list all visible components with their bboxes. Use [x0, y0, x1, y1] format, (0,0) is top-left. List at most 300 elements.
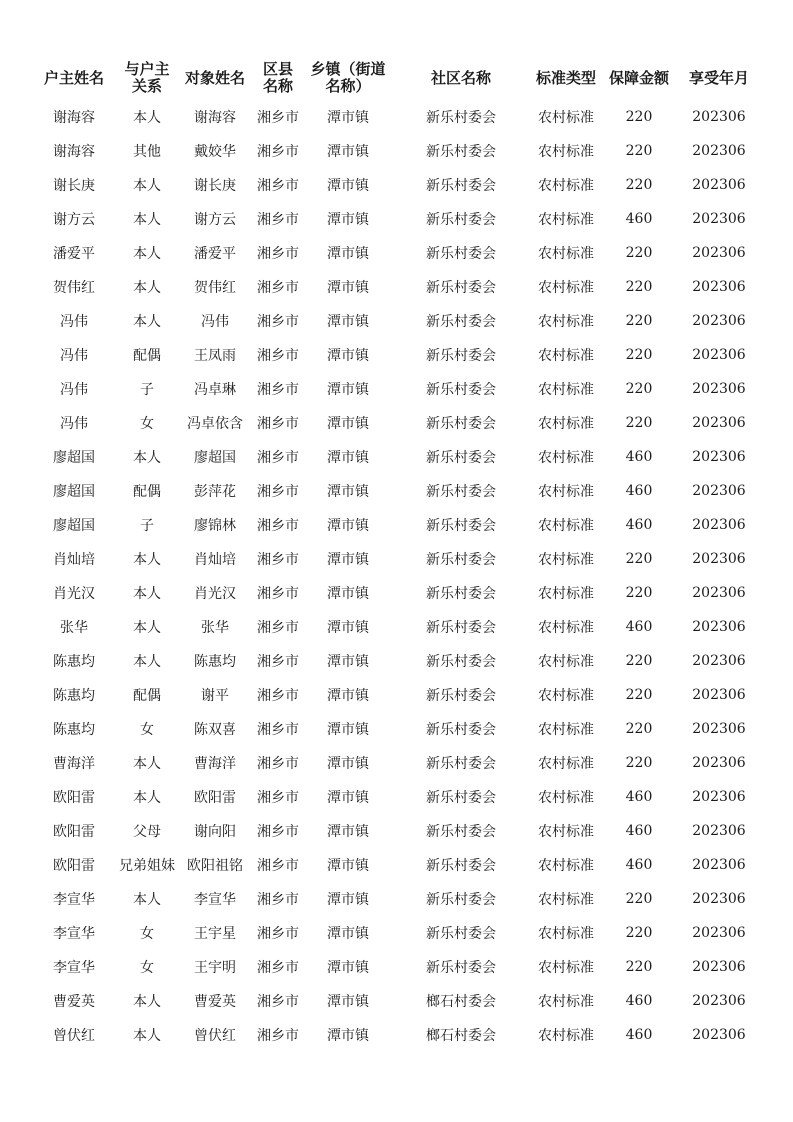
recipient-name-cell: 张华	[201, 620, 229, 636]
county-cell: 湘乡市	[257, 756, 299, 772]
household-head-cell: 李宣华	[53, 926, 95, 942]
benefit-roster-table	[32, 56, 762, 1052]
community-cell: 新乐村委会	[426, 416, 496, 432]
recipient-name-cell: 欧阳雷	[194, 790, 236, 806]
recipient-name-cell: 谢平	[201, 688, 229, 704]
amount-cell: 220	[625, 755, 653, 771]
benefit-month-header	[676, 56, 762, 100]
standard-type-header	[530, 56, 602, 100]
amount-cell: 220	[625, 959, 653, 975]
household-head-cell: 陈惠均	[53, 688, 95, 704]
standard-type-cell: 农村标准	[538, 178, 594, 194]
household-head-cell: 曾伏红	[53, 1028, 95, 1044]
month-cell: 202306	[692, 381, 746, 397]
month-cell: 202306	[692, 891, 746, 907]
township-cell: 潭市镇	[327, 620, 369, 636]
standard-type-cell: 农村标准	[538, 246, 594, 262]
header-label-line: 关系	[131, 77, 162, 95]
community-cell: 新乐村委会	[426, 552, 496, 568]
standard-type-cell: 农村标准	[538, 586, 594, 602]
recipient-name-cell: 王宇星	[194, 926, 236, 942]
table-row	[32, 236, 762, 270]
relation-cell: 本人	[133, 280, 161, 296]
household-head-cell: 张华	[60, 620, 88, 636]
county-cell: 湘乡市	[257, 484, 299, 500]
standard-type-cell: 农村标准	[538, 858, 594, 874]
community-cell: 新乐村委会	[426, 824, 496, 840]
amount-cell: 220	[625, 279, 653, 295]
township-cell: 潭市镇	[327, 586, 369, 602]
standard-type-cell: 农村标准	[538, 790, 594, 806]
household-head-cell: 潘爱平	[53, 246, 95, 262]
recipient-name-cell: 冯伟	[201, 314, 229, 330]
household-head-cell: 冯伟	[60, 314, 88, 330]
community-cell: 新乐村委会	[426, 246, 496, 262]
relation-cell: 父母	[133, 824, 161, 840]
recipient-name-cell: 肖灿培	[194, 552, 236, 568]
township-cell: 潭市镇	[327, 212, 369, 228]
month-cell: 202306	[692, 211, 746, 227]
community-cell: 新乐村委会	[426, 348, 496, 364]
amount-cell: 220	[625, 653, 653, 669]
relation-cell: 女	[140, 960, 154, 976]
county-cell: 湘乡市	[257, 144, 299, 160]
amount-cell: 460	[625, 993, 653, 1009]
township-cell: 潭市镇	[327, 994, 369, 1010]
county-cell: 湘乡市	[257, 348, 299, 364]
household-head-cell: 陈惠均	[53, 722, 95, 738]
community-cell: 新乐村委会	[426, 382, 496, 398]
header-label-line: 与户主	[124, 60, 170, 78]
recipient-name-cell: 冯卓依含	[187, 416, 243, 432]
household-head-cell: 曹海洋	[53, 756, 95, 772]
recipient-name-cell: 王凤雨	[194, 348, 236, 364]
community-cell: 新乐村委会	[426, 688, 496, 704]
header-label-line: 乡镇（街道	[310, 60, 386, 78]
amount-cell: 460	[625, 483, 653, 499]
month-cell: 202306	[692, 925, 746, 941]
household-head-cell: 肖光汉	[53, 586, 95, 602]
township-cell: 潭市镇	[327, 722, 369, 738]
table-row	[32, 678, 762, 712]
household-head-cell: 廖超国	[53, 450, 95, 466]
township-cell: 潭市镇	[327, 688, 369, 704]
community-cell: 新乐村委会	[426, 892, 496, 908]
recipient-name-cell: 彭萍花	[194, 484, 236, 500]
township-cell: 潭市镇	[327, 110, 369, 126]
amount-cell: 220	[625, 381, 653, 397]
recipient-name-cell: 曹海洋	[194, 756, 236, 772]
township-cell: 潭市镇	[327, 892, 369, 908]
table-row	[32, 882, 762, 916]
household-head-cell: 谢长庚	[53, 178, 95, 194]
standard-type-cell: 农村标准	[538, 212, 594, 228]
standard-type-cell: 农村标准	[538, 926, 594, 942]
community-cell: 新乐村委会	[426, 926, 496, 942]
recipient-name-cell: 谢方云	[194, 212, 236, 228]
table-row	[32, 984, 762, 1018]
household-head-cell: 冯伟	[60, 382, 88, 398]
amount-cell: 220	[625, 551, 653, 567]
standard-type-cell: 农村标准	[538, 654, 594, 670]
relation-to-head-header	[116, 56, 178, 100]
township-cell: 潭市镇	[327, 178, 369, 194]
standard-type-cell: 农村标准	[538, 892, 594, 908]
community-name-header	[392, 56, 530, 100]
county-cell: 湘乡市	[257, 416, 299, 432]
community-cell: 榔石村委会	[426, 1028, 496, 1044]
relation-cell: 配偶	[133, 348, 161, 364]
amount-cell: 220	[625, 925, 653, 941]
header-label-line: 社区名称	[430, 68, 491, 87]
amount-cell: 460	[625, 789, 653, 805]
relation-cell: 女	[140, 722, 154, 738]
relation-cell: 本人	[133, 246, 161, 262]
household-head-cell: 谢方云	[53, 212, 95, 228]
household-head-cell: 欧阳雷	[53, 790, 95, 806]
community-cell: 新乐村委会	[426, 144, 496, 160]
relation-cell: 本人	[133, 110, 161, 126]
recipient-name-cell: 王宇明	[194, 960, 236, 976]
community-cell: 新乐村委会	[426, 314, 496, 330]
month-cell: 202306	[692, 483, 746, 499]
county-cell: 湘乡市	[257, 552, 299, 568]
county-cell: 湘乡市	[257, 314, 299, 330]
community-cell: 新乐村委会	[426, 586, 496, 602]
table-row	[32, 304, 762, 338]
county-cell: 湘乡市	[257, 688, 299, 704]
standard-type-cell: 农村标准	[538, 688, 594, 704]
standard-type-cell: 农村标准	[538, 620, 594, 636]
county-cell: 湘乡市	[257, 892, 299, 908]
amount-cell: 460	[625, 449, 653, 465]
community-cell: 新乐村委会	[426, 858, 496, 874]
table-row	[32, 712, 762, 746]
table-row	[32, 134, 762, 168]
household-head-cell: 李宣华	[53, 892, 95, 908]
county-cell: 湘乡市	[257, 926, 299, 942]
table-row	[32, 610, 762, 644]
relation-cell: 本人	[133, 756, 161, 772]
header-label-line: 享受年月	[688, 68, 749, 87]
relation-cell: 配偶	[133, 484, 161, 500]
header-label-line: 保障金额	[608, 68, 669, 87]
recipient-name-cell: 曾伏红	[194, 1028, 236, 1044]
county-cell: 湘乡市	[257, 994, 299, 1010]
amount-cell: 220	[625, 347, 653, 363]
month-cell: 202306	[692, 245, 746, 261]
amount-cell: 460	[625, 857, 653, 873]
county-cell: 湘乡市	[257, 790, 299, 806]
table-body	[32, 100, 762, 1052]
county-cell: 湘乡市	[257, 586, 299, 602]
household-head-cell: 廖超国	[53, 484, 95, 500]
community-cell: 新乐村委会	[426, 178, 496, 194]
household-head-cell: 廖超国	[53, 518, 95, 534]
month-cell: 202306	[692, 789, 746, 805]
header-label-line: 户主姓名	[43, 68, 104, 87]
table-row	[32, 270, 762, 304]
recipient-name-cell: 贺伟红	[194, 280, 236, 296]
amount-cell: 220	[625, 415, 653, 431]
recipient-name-cell: 欧阳祖铭	[187, 858, 243, 874]
amount-cell: 460	[625, 211, 653, 227]
county-cell: 湘乡市	[257, 1028, 299, 1044]
table-row	[32, 168, 762, 202]
relation-cell: 本人	[133, 620, 161, 636]
township-cell: 潭市镇	[327, 960, 369, 976]
standard-type-cell: 农村标准	[538, 348, 594, 364]
table-row	[32, 950, 762, 984]
relation-cell: 本人	[133, 552, 161, 568]
county-cell: 湘乡市	[257, 110, 299, 126]
county-cell: 湘乡市	[257, 280, 299, 296]
community-cell: 榔石村委会	[426, 994, 496, 1010]
township-cell: 潭市镇	[327, 1028, 369, 1044]
month-cell: 202306	[692, 517, 746, 533]
county-cell: 湘乡市	[257, 212, 299, 228]
county-cell: 湘乡市	[257, 382, 299, 398]
recipient-name-cell: 曹爱英	[194, 994, 236, 1010]
table-header	[32, 56, 762, 100]
county-name-header	[252, 56, 304, 100]
community-cell: 新乐村委会	[426, 620, 496, 636]
month-cell: 202306	[692, 619, 746, 635]
month-cell: 202306	[692, 857, 746, 873]
recipient-name-cell: 陈惠均	[194, 654, 236, 670]
table-row	[32, 814, 762, 848]
table-row	[32, 440, 762, 474]
standard-type-cell: 农村标准	[538, 314, 594, 330]
standard-type-cell: 农村标准	[538, 484, 594, 500]
community-cell: 新乐村委会	[426, 790, 496, 806]
household-head-cell: 欧阳雷	[53, 858, 95, 874]
recipient-name-cell: 廖超国	[194, 450, 236, 466]
relation-cell: 本人	[133, 314, 161, 330]
amount-cell: 460	[625, 619, 653, 635]
month-cell: 202306	[692, 823, 746, 839]
household-head-cell: 李宣华	[53, 960, 95, 976]
month-cell: 202306	[692, 313, 746, 329]
community-cell: 新乐村委会	[426, 484, 496, 500]
township-cell: 潭市镇	[327, 382, 369, 398]
household-head-cell: 曹爱英	[53, 994, 95, 1010]
month-cell: 202306	[692, 415, 746, 431]
standard-type-cell: 农村标准	[538, 518, 594, 534]
month-cell: 202306	[692, 687, 746, 703]
county-cell: 湘乡市	[257, 960, 299, 976]
township-cell: 潭市镇	[327, 484, 369, 500]
table-row	[32, 100, 762, 134]
standard-type-cell: 农村标准	[538, 1028, 594, 1044]
community-cell: 新乐村委会	[426, 960, 496, 976]
community-cell: 新乐村委会	[426, 756, 496, 772]
table-row	[32, 916, 762, 950]
recipient-name-cell: 谢海容	[194, 110, 236, 126]
table-row	[32, 576, 762, 610]
township-cell: 潭市镇	[327, 280, 369, 296]
table-row	[32, 406, 762, 440]
amount-cell: 220	[625, 245, 653, 261]
relation-cell: 子	[140, 518, 154, 534]
standard-type-cell: 农村标准	[538, 994, 594, 1010]
standard-type-cell: 农村标准	[538, 756, 594, 772]
relation-cell: 其他	[133, 144, 161, 160]
amount-cell: 220	[625, 109, 653, 125]
amount-cell: 220	[625, 891, 653, 907]
community-cell: 新乐村委会	[426, 280, 496, 296]
recipient-name-cell: 李宣华	[194, 892, 236, 908]
county-cell: 湘乡市	[257, 722, 299, 738]
amount-cell: 220	[625, 721, 653, 737]
recipient-name-cell: 戴姣华	[194, 144, 236, 160]
table-row	[32, 202, 762, 236]
relation-cell: 本人	[133, 450, 161, 466]
relation-cell: 兄弟姐妹	[119, 858, 175, 874]
relation-cell: 本人	[133, 586, 161, 602]
month-cell: 202306	[692, 653, 746, 669]
standard-type-cell: 农村标准	[538, 416, 594, 432]
county-cell: 湘乡市	[257, 858, 299, 874]
township-cell: 潭市镇	[327, 552, 369, 568]
township-cell: 潭市镇	[327, 790, 369, 806]
month-cell: 202306	[692, 279, 746, 295]
amount-cell: 220	[625, 143, 653, 159]
township-cell: 潭市镇	[327, 756, 369, 772]
relation-cell: 本人	[133, 1028, 161, 1044]
standard-type-cell: 农村标准	[538, 280, 594, 296]
community-cell: 新乐村委会	[426, 110, 496, 126]
county-cell: 湘乡市	[257, 246, 299, 262]
table-row	[32, 848, 762, 882]
month-cell: 202306	[692, 347, 746, 363]
household-head-cell: 肖灿培	[53, 552, 95, 568]
county-cell: 湘乡市	[257, 518, 299, 534]
relation-cell: 本人	[133, 212, 161, 228]
table-row	[32, 542, 762, 576]
header-label-line: 名称）	[325, 77, 371, 95]
relation-cell: 配偶	[133, 688, 161, 704]
standard-type-cell: 农村标准	[538, 960, 594, 976]
household-head-cell: 谢海容	[53, 110, 95, 126]
header-label-line: 标准类型	[535, 68, 596, 87]
county-cell: 湘乡市	[257, 824, 299, 840]
table-row	[32, 780, 762, 814]
amount-cell: 220	[625, 313, 653, 329]
amount-cell: 220	[625, 687, 653, 703]
township-cell: 潭市镇	[327, 416, 369, 432]
relation-cell: 本人	[133, 892, 161, 908]
household-head-cell: 冯伟	[60, 416, 88, 432]
recipient-name-cell: 谢长庚	[194, 178, 236, 194]
community-cell: 新乐村委会	[426, 654, 496, 670]
county-cell: 湘乡市	[257, 620, 299, 636]
month-cell: 202306	[692, 449, 746, 465]
community-cell: 新乐村委会	[426, 212, 496, 228]
recipient-name-cell: 肖光汉	[194, 586, 236, 602]
header-label-line: 名称	[262, 77, 293, 95]
table-row	[32, 1018, 762, 1052]
amount-cell: 220	[625, 177, 653, 193]
month-cell: 202306	[692, 993, 746, 1009]
community-cell: 新乐村委会	[426, 450, 496, 466]
month-cell: 202306	[692, 551, 746, 567]
recipient-name-cell: 陈双喜	[194, 722, 236, 738]
month-cell: 202306	[692, 721, 746, 737]
township-cell: 潭市镇	[327, 450, 369, 466]
amount-cell: 220	[625, 585, 653, 601]
header-row	[32, 56, 762, 100]
table-row	[32, 508, 762, 542]
benefit-amount-header	[602, 56, 676, 100]
household-head-cell: 冯伟	[60, 348, 88, 364]
standard-type-cell: 农村标准	[538, 144, 594, 160]
community-cell: 新乐村委会	[426, 518, 496, 534]
amount-cell: 460	[625, 517, 653, 533]
header-label-line: 区县	[262, 60, 293, 78]
amount-cell: 460	[625, 1027, 653, 1043]
county-cell: 湘乡市	[257, 654, 299, 670]
relation-cell: 子	[140, 382, 154, 398]
relation-cell: 女	[140, 926, 154, 942]
table-row	[32, 746, 762, 780]
household-head-cell: 贺伟红	[53, 280, 95, 296]
community-cell: 新乐村委会	[426, 722, 496, 738]
township-cell: 潭市镇	[327, 926, 369, 942]
township-name-header	[304, 56, 392, 100]
standard-type-cell: 农村标准	[538, 824, 594, 840]
month-cell: 202306	[692, 1027, 746, 1043]
standard-type-cell: 农村标准	[538, 382, 594, 398]
relation-cell: 本人	[133, 790, 161, 806]
header-label-line: 对象姓名	[184, 68, 245, 87]
table-row	[32, 644, 762, 678]
township-cell: 潭市镇	[327, 144, 369, 160]
month-cell: 202306	[692, 143, 746, 159]
relation-cell: 本人	[133, 994, 161, 1010]
township-cell: 潭市镇	[327, 654, 369, 670]
month-cell: 202306	[692, 585, 746, 601]
table-row	[32, 474, 762, 508]
recipient-name-header	[178, 56, 252, 100]
standard-type-cell: 农村标准	[538, 552, 594, 568]
month-cell: 202306	[692, 959, 746, 975]
standard-type-cell: 农村标准	[538, 110, 594, 126]
township-cell: 潭市镇	[327, 518, 369, 534]
township-cell: 潭市镇	[327, 858, 369, 874]
township-cell: 潭市镇	[327, 824, 369, 840]
township-cell: 潭市镇	[327, 246, 369, 262]
household-head-cell: 欧阳雷	[53, 824, 95, 840]
month-cell: 202306	[692, 177, 746, 193]
township-cell: 潭市镇	[327, 314, 369, 330]
table-row	[32, 338, 762, 372]
amount-cell: 460	[625, 823, 653, 839]
county-cell: 湘乡市	[257, 178, 299, 194]
table-row	[32, 372, 762, 406]
relation-cell: 女	[140, 416, 154, 432]
month-cell: 202306	[692, 109, 746, 125]
month-cell: 202306	[692, 755, 746, 771]
township-cell: 潭市镇	[327, 348, 369, 364]
household-head-cell: 谢海容	[53, 144, 95, 160]
county-cell: 湘乡市	[257, 450, 299, 466]
household-head-name-header	[32, 56, 116, 100]
recipient-name-cell: 潘爱平	[194, 246, 236, 262]
recipient-name-cell: 谢向阳	[194, 824, 236, 840]
household-head-cell: 陈惠均	[53, 654, 95, 670]
relation-cell: 本人	[133, 654, 161, 670]
